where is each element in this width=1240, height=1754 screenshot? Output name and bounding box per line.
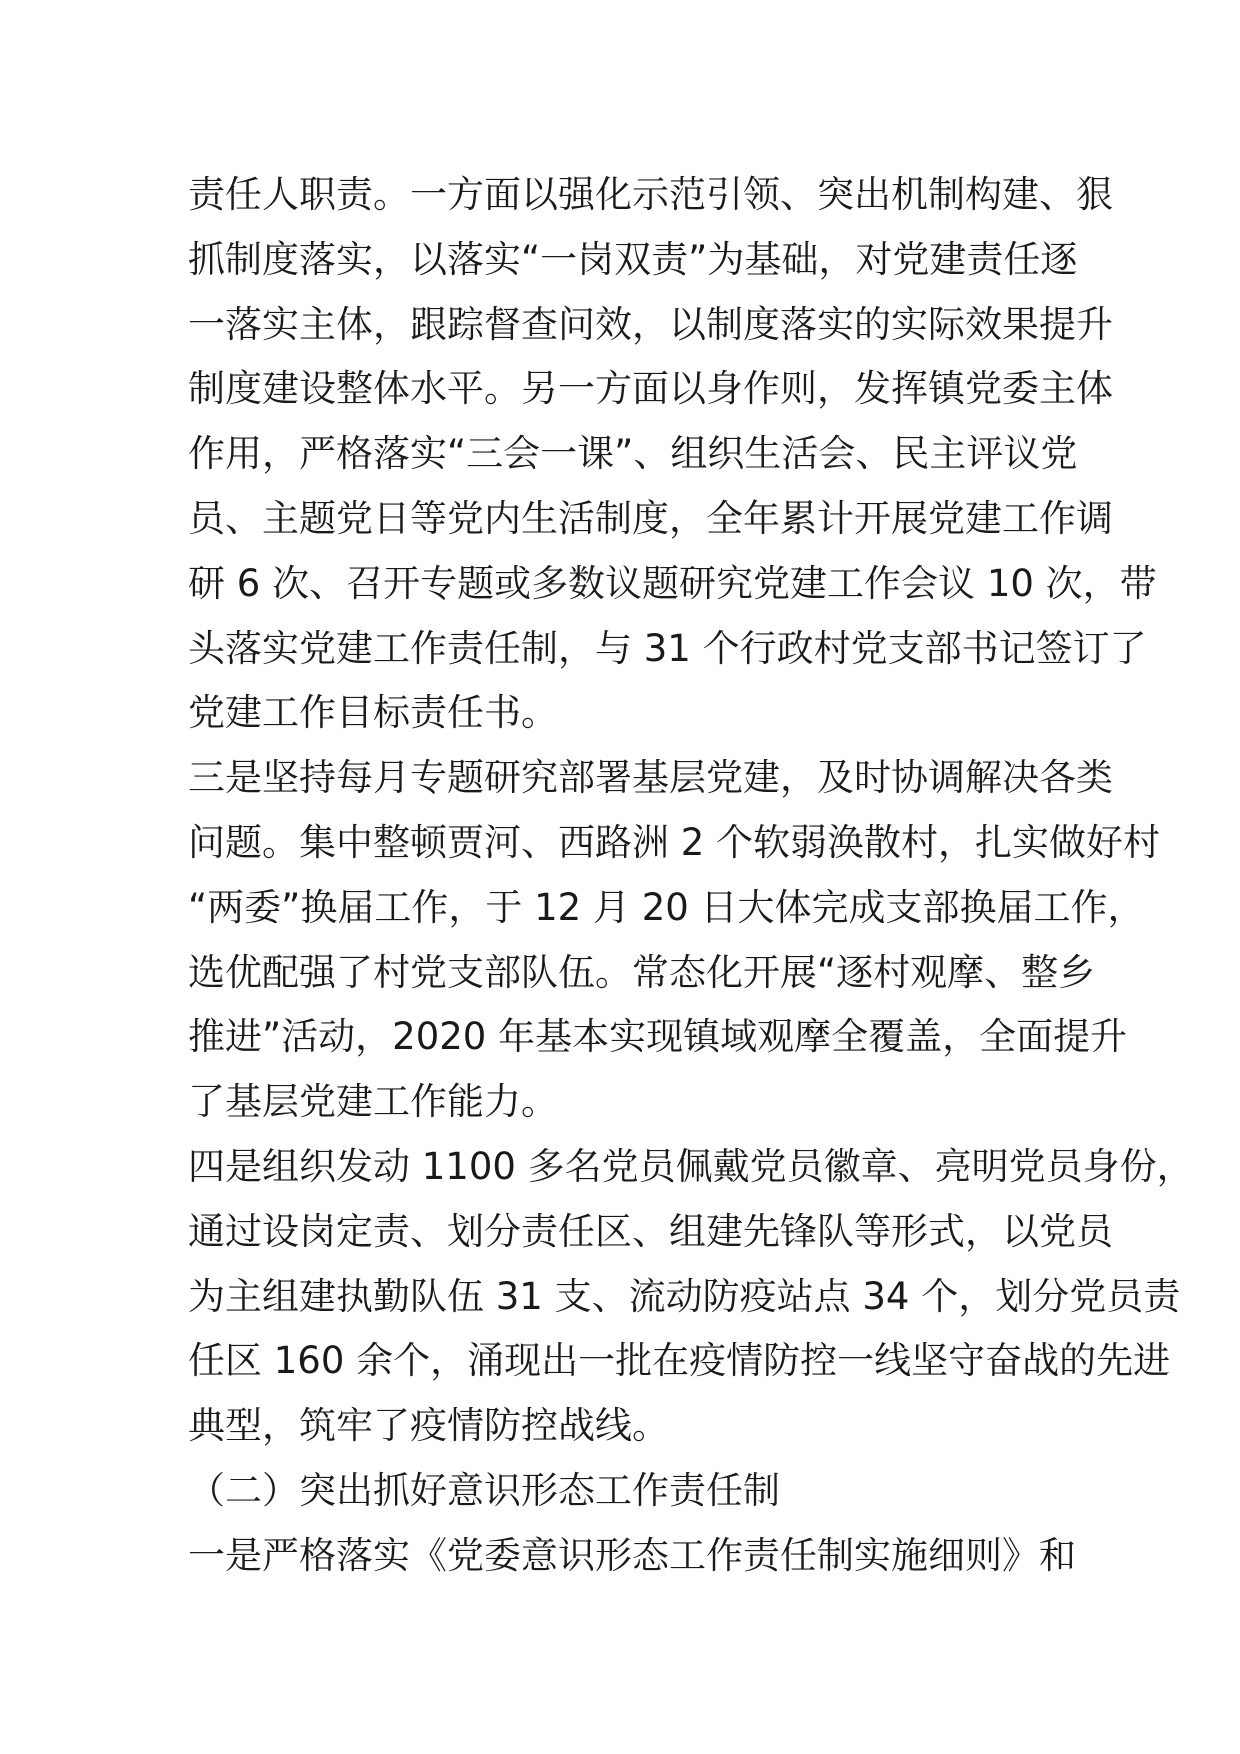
body-text (188, 163, 1194, 1589)
text-line: 作用，严格落实“三会一课”、组织生活会、民主评议党 (188, 432, 1078, 476)
text-line: 制度建设整体水平。另一方面以身作则，发挥镇党委主体 (188, 367, 1113, 411)
text-line: 为主组建执勤队伍 31 支、流动防疫站点 34 个，划分党员责 (188, 1274, 1181, 1318)
text-line: 任区 160 余个，涌现出一批在疫情防控一线坚守奋战的先进 (188, 1339, 1171, 1383)
text-line: 责任人职责。一方面以强化示范引领、突出机制构建、狠 (188, 173, 1113, 216)
text-line: 员、主题党日等党内生活制度，全年累计开展党建工作调 (188, 496, 1113, 540)
text-line: 一落实主体，跟踪督查问效，以制度落实的实际效果提升 (188, 302, 1113, 346)
text-line: 三是坚持每月专题研究部署基层党建，及时协调解决各类 (188, 756, 1113, 800)
text-line: 研 6 次、召开专题或多数议题研究党建工作会议 10 次，带 (188, 561, 1157, 605)
text-line: 党建工作目标责任书。 (188, 691, 558, 735)
text-line: “两委”换届工作，于 12 月 20 日大体完成支部换届工作， (188, 885, 1145, 929)
text-line: 一是严格落实《党委意识形态工作责任制实施细则》和 (188, 1533, 1076, 1577)
text-line: 了基层党建工作能力。 (188, 1080, 558, 1124)
text-line: 四是组织发动 1100 多名党员佩戴党员徽章、亮明党员身份， (188, 1144, 1194, 1188)
text-line: 抓制度落实，以落实“一岗双责”为基础，对党建责任逐 (188, 237, 1078, 281)
text-line: 通过设岗定责、划分责任区、组建先锋队等形式，以党员 (188, 1209, 1113, 1253)
text-line: 头落实党建工作责任制，与 31 个行政村党支部书记签订了 (188, 626, 1147, 670)
text-line: 推进”活动，2020 年基本实现镇域观摩全覆盖，全面提升 (188, 1015, 1128, 1059)
text-line: 典型，筑牢了疫情防控战线。 (188, 1404, 669, 1448)
text-line: 选优配强了村党支部队伍。常态化开展“逐村观摩、整乡 (188, 950, 1096, 994)
section-heading: （二）突出抓好意识形态工作责任制 (188, 1468, 780, 1512)
text-line: 问题。集中整顿贾河、西路洲 2 个软弱涣散村，扎实做好村 (188, 820, 1161, 864)
